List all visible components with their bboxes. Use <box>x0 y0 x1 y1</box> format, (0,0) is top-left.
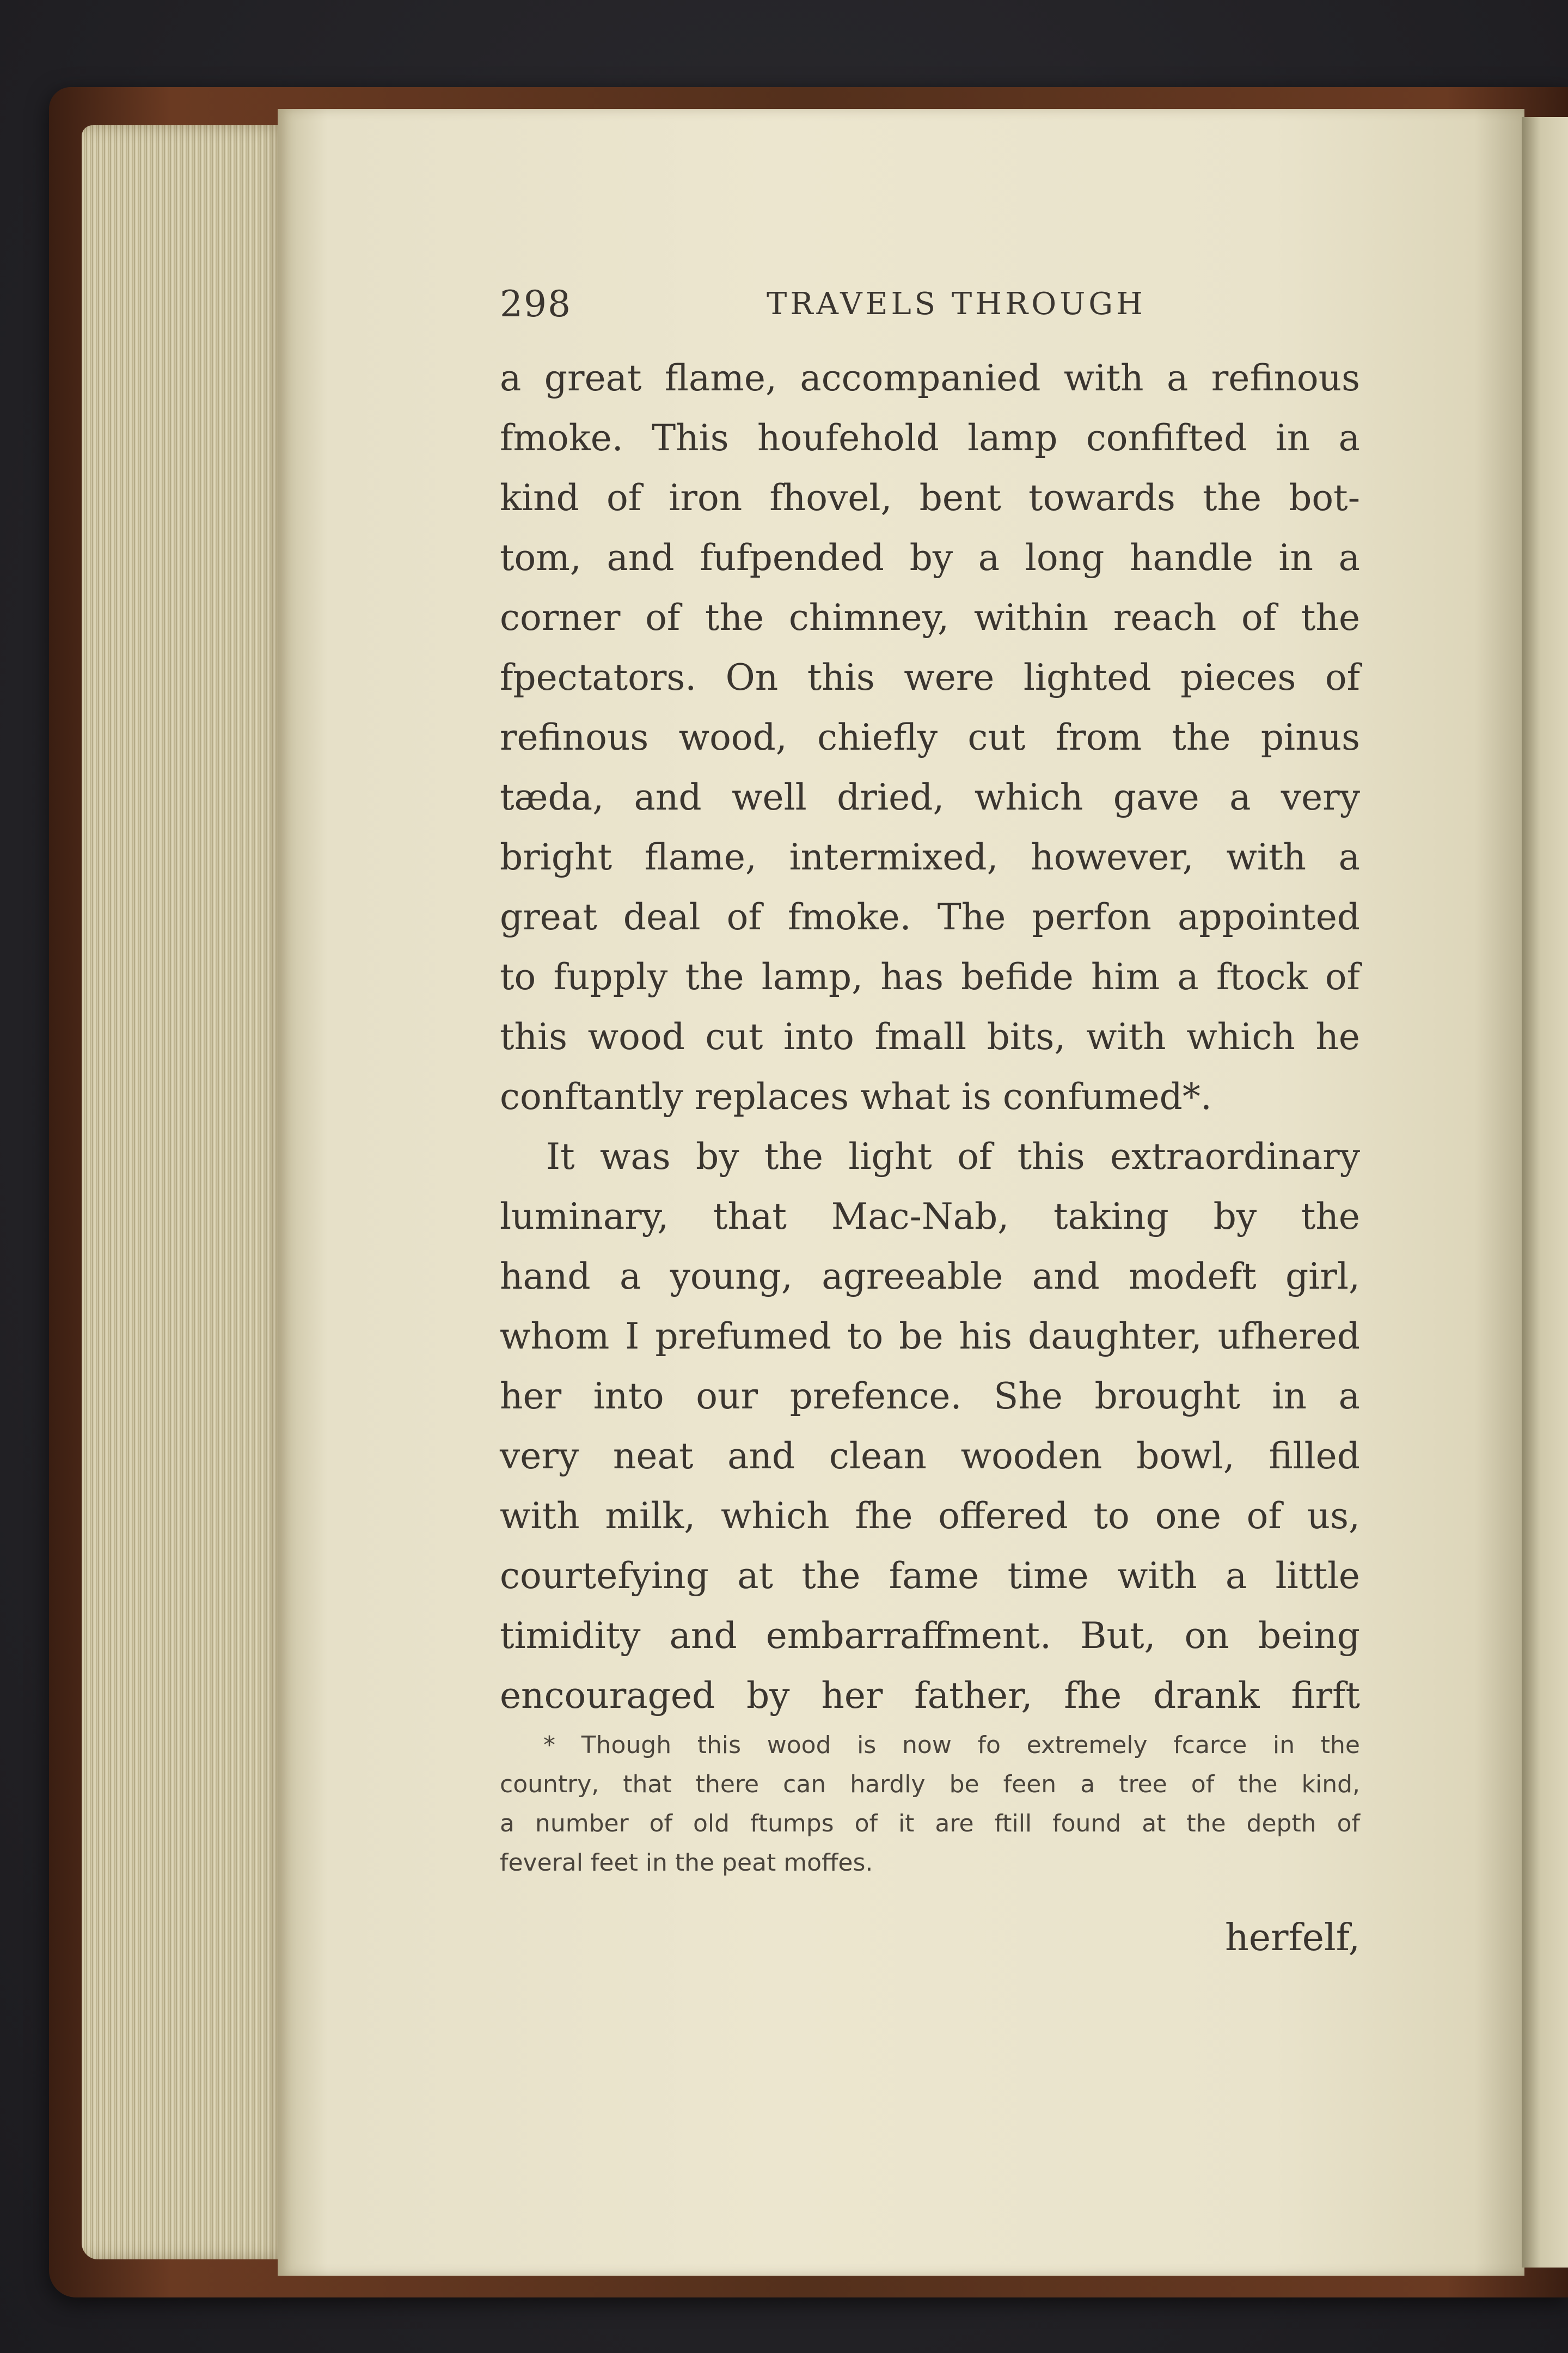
footnote-line: feveral feet in the peat moffes. <box>500 1849 873 1877</box>
text-line: corner of the chimney, within reach of the <box>500 597 1360 639</box>
text-line: very neat and clean wooden bowl, filled <box>500 1435 1360 1477</box>
page-edges <box>82 125 289 2259</box>
text-line: It was by the light of this extraordinary <box>546 1136 1360 1178</box>
text-line: timidity and embarraffment. But, on being <box>500 1615 1360 1657</box>
text-line: fpectators. On this were lighted pieces of <box>500 657 1360 698</box>
text-line: luminary, that Mac-Nab, taking by the <box>500 1196 1360 1237</box>
footnote-line: * Though this wood is now fo extremely fcarce in the <box>543 1731 1360 1759</box>
body-text <box>500 348 1360 1726</box>
text-line: bright flame, intermixed, however, with a <box>500 836 1360 878</box>
text-line: to fupply the lamp, has befide him a ftock of <box>500 956 1360 998</box>
text-line: her into our prefence. She brought in a <box>500 1375 1360 1417</box>
facing-page-edge <box>1522 117 1568 2268</box>
text-line: a great flame, accompanied with a refinous <box>500 357 1360 399</box>
text-line: conftantly replaces what is confumed*. <box>500 1076 1212 1118</box>
text-line: this wood cut into fmall bits, with which he <box>500 1016 1360 1058</box>
page-number: 298 <box>500 283 572 325</box>
text-line: refinous wood, chiefly cut from the pinus <box>500 716 1360 758</box>
text-line: tæda, and well dried, which gave a very <box>500 776 1360 818</box>
text-line: with milk, which fhe offered to one of us, <box>500 1495 1360 1537</box>
footnote-line: a number of old ftumps of it are ftill found at the depth of <box>500 1810 1360 1837</box>
catchword: herfelf, <box>1225 1916 1361 1959</box>
text-line: kind of iron fhovel, bent towards the bot- <box>500 477 1360 519</box>
footnote <box>500 1726 1360 1883</box>
text-line: whom I prefumed to be his daughter, ufhered <box>500 1315 1360 1357</box>
text-line: hand a young, agreeable and modeft girl, <box>500 1255 1360 1297</box>
text-line: encouraged by her father, fhe drank firft <box>500 1675 1360 1717</box>
text-line: tom, and fufpended by a long handle in a <box>500 537 1360 579</box>
page-header <box>500 283 1371 327</box>
text-line: courtefying at the fame time with a little <box>500 1555 1360 1597</box>
running-head: TRAVELS THROUGH <box>767 286 1146 322</box>
text-line: great deal of fmoke. The perfon appointed <box>500 896 1360 938</box>
footnote-line: country, that there can hardly be feen a tree of the kind, <box>500 1770 1360 1798</box>
text-line: fmoke. This houfehold lamp confifted in a <box>500 417 1360 459</box>
